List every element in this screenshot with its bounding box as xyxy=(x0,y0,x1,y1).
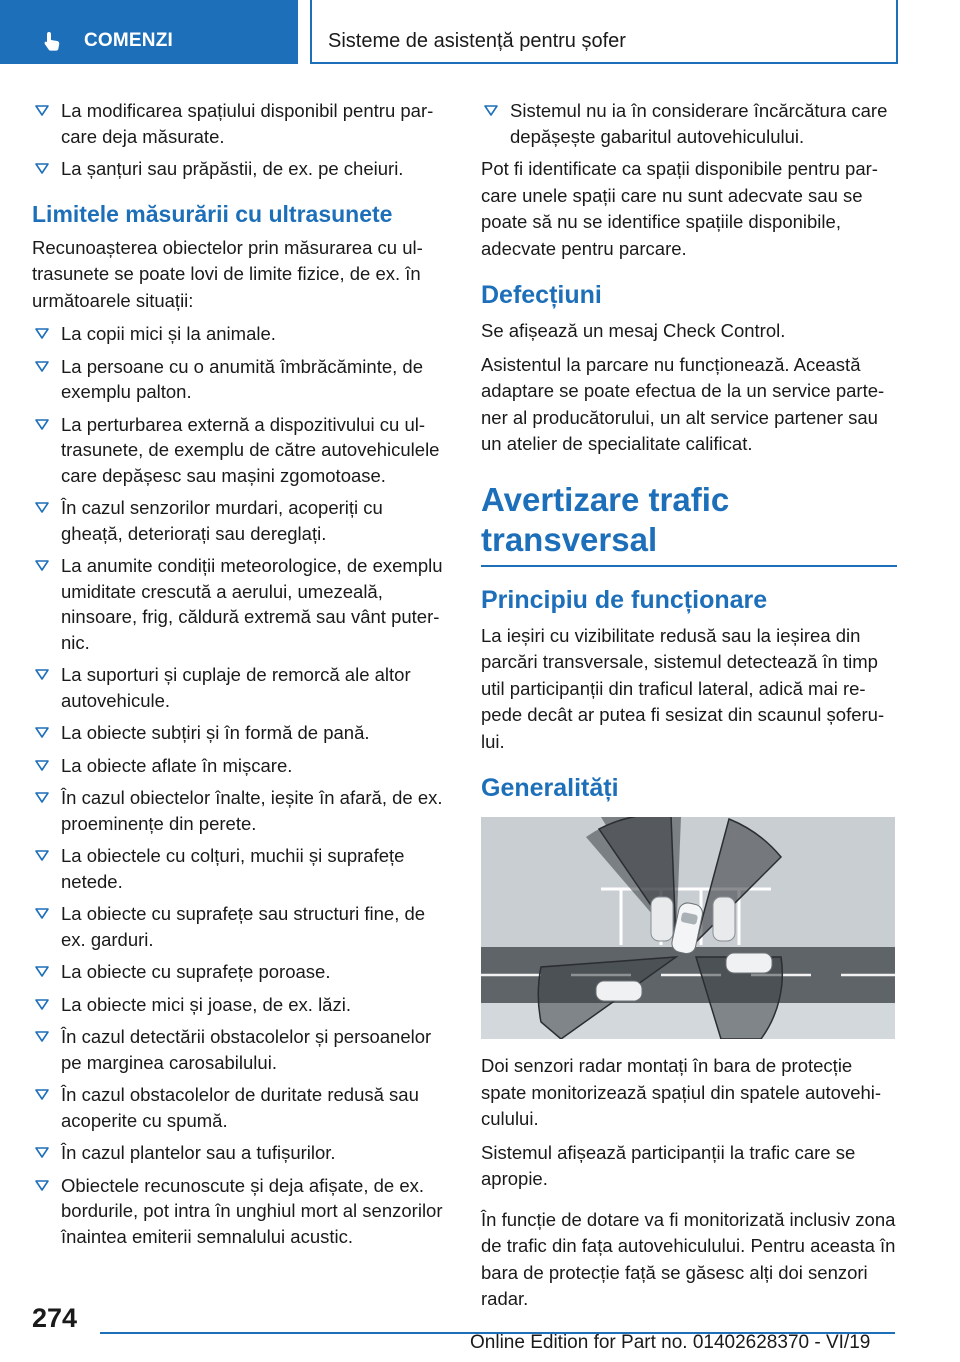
list-item-text: La obiecte cu suprafețe sau structuri fine, de ex. garduri. xyxy=(61,903,426,950)
triangle-bullet-icon xyxy=(481,98,503,123)
triangle-bullet-icon xyxy=(32,959,54,984)
list-item xyxy=(32,720,448,746)
list-item-text: În cazul obstacolelor de duritate redusă sau acoperite cu spumă. xyxy=(61,1084,419,1131)
left-column xyxy=(32,98,448,1256)
list-item-text: În cazul plantelor sau a tufișurilor. xyxy=(61,1142,336,1163)
list-item-text: La suporturi și cuplaje de remorcă ale altor autovehicule. xyxy=(61,664,411,711)
edition-label: Online Edition for Part no. 01402628370 - VI/19 xyxy=(470,1332,871,1353)
triangle-bullet-icon xyxy=(32,553,54,578)
bullet-list-top xyxy=(32,98,448,182)
triangle-bullet-icon xyxy=(32,1082,54,1107)
triangle-bullet-icon xyxy=(32,495,54,520)
triangle-bullet-icon xyxy=(32,901,54,926)
cross-traffic-illustration xyxy=(481,817,895,1039)
bullet-list-limits xyxy=(32,321,448,1249)
list-item xyxy=(32,156,448,182)
heading-general: Generalități xyxy=(481,774,619,802)
principle-text: La ieșiri cu vizibilitate redusă sau la ieșirea din parcări transversale, sistemul detectează în timp util participanții din traficul lateral, adică mai repede decât ar putea fi sesizat din scaunul șoferului. xyxy=(481,624,885,752)
list-item-text: Obiectele recunoscute și deja afișate, de ex. bordurile, pot intra în unghiul mort al senzorilor înaintea emiterii semnalului acustic. xyxy=(61,1174,443,1247)
list-item-text: În cazul obiectelor înalte, ieșite în afară, de ex. proeminențe din perete. xyxy=(61,787,443,834)
heading-ultrasound-limits: Limitele măsurării cu ultrasunete xyxy=(32,200,393,227)
general-text-2: Sistemul afișează participanții la trafic care se apropie. xyxy=(481,1141,856,1189)
list-item xyxy=(32,785,448,836)
list-item xyxy=(32,1082,448,1133)
triangle-bullet-icon xyxy=(32,785,54,810)
heading-faults: Defecțiuni xyxy=(481,281,602,309)
triangle-bullet-icon xyxy=(32,1173,54,1198)
triangle-bullet-icon xyxy=(32,1140,54,1165)
list-item-text: La persoane cu o anumită îmbrăcăminte, de exemplu palton. xyxy=(61,355,423,402)
triangle-bullet-icon xyxy=(32,321,54,346)
list-item xyxy=(32,992,448,1018)
list-item xyxy=(32,495,448,546)
list-item-text: La copii mici și la animale. xyxy=(61,323,276,344)
list-item xyxy=(481,98,897,149)
list-item-text: La obiectele cu colțuri, muchii și suprafețe netede. xyxy=(61,845,405,892)
list-item xyxy=(32,1173,448,1250)
faults-text-1: Se afișează un mesaj Check Control. xyxy=(481,320,786,341)
list-item-text: La obiecte mici și joase, de ex. lăzi. xyxy=(61,993,351,1015)
faults-text-2: Asistentul la parcare nu funcționează. Această adaptare se poate efectua de la un service partener al producătorului, un alt service partener sau un atelier de specialitate calificat. xyxy=(481,353,885,454)
parking-spaces-text: Pot fi identificate ca spații disponibile pentru parcare unele spații care nu sunt adecvate sau se poate să nu se identifice spațiile disponibile, adecvate pentru parcare. xyxy=(481,158,878,259)
list-item-text: În cazul senzorilor murdari, acoperiți cu gheață, deteriorați sau dereglați. xyxy=(61,497,383,544)
triangle-bullet-icon xyxy=(32,98,54,123)
list-item-text: La perturbarea externă a dispozitivului cu ultrasunete, de exemplu de către autovehiculele care depășesc sau mașini zgomotoase. xyxy=(61,413,440,486)
list-item xyxy=(32,354,448,405)
list-item xyxy=(32,321,448,347)
list-item-text: La obiecte aflate în mișcare. xyxy=(61,754,293,776)
list-item xyxy=(32,753,448,779)
triangle-bullet-icon xyxy=(32,753,54,778)
list-item xyxy=(32,843,448,894)
section-title: Sisteme de asistență pentru șofer xyxy=(328,30,626,52)
triangle-bullet-icon xyxy=(32,156,54,181)
list-item-text: În cazul detectării obstacolelor și persoanelor pe marginea carosabilului. xyxy=(61,1026,432,1073)
triangle-bullet-icon xyxy=(32,992,54,1017)
triangle-bullet-icon xyxy=(32,843,54,868)
list-item xyxy=(32,553,448,655)
section-tab-label: COMENZI xyxy=(84,30,174,51)
heading-principle: Principiu de funcționare xyxy=(481,585,768,614)
page-header xyxy=(310,0,898,64)
list-item-text: Sistemul nu ia în considerare încărcătura care depășește gabaritul autovehiculului. xyxy=(510,100,888,147)
list-item xyxy=(32,959,448,985)
general-text-1: Doi senzori radar montați în bara de protecție spate monitorizează spațiul din spatele autovehiculului. xyxy=(481,1055,882,1129)
triangle-bullet-icon xyxy=(32,412,54,437)
list-item xyxy=(32,1140,448,1166)
list-item-text: La modificarea spațiului disponibil pentru parcare deja măsurate. xyxy=(61,100,434,147)
triangle-bullet-icon xyxy=(32,720,54,745)
list-item xyxy=(32,662,448,713)
section-tab[interactable] xyxy=(0,0,298,64)
list-item xyxy=(32,98,448,149)
triangle-bullet-icon xyxy=(32,354,54,379)
general-text-3: În funcție de dotare va fi monitorizată inclusiv zona de trafic din fața autovehiculului. Pentru aceasta în bara de protecție față se găsesc alți doi senzori radar. xyxy=(481,1208,896,1309)
list-item-text: La anumite condiții meteorologice, de exemplu umiditate crescută a aerului, umezeală, ninsoare, frig, căldură extremă sau vânt puternic. xyxy=(61,555,443,653)
chapter-title: Avertizare trafic transversal xyxy=(481,480,897,567)
list-item xyxy=(32,1024,448,1075)
right-column xyxy=(481,98,897,1320)
list-item xyxy=(32,901,448,952)
triangle-bullet-icon xyxy=(32,1024,54,1049)
list-item xyxy=(32,412,448,489)
list-item-text: La șanțuri sau prăpăstii, de ex. pe cheiuri. xyxy=(61,158,404,179)
page-number: 274 xyxy=(32,1303,78,1333)
list-item-text: La obiecte cu suprafețe poroase. xyxy=(61,961,331,982)
list-item-text: La obiecte subțiri și în formă de pană. xyxy=(61,722,370,743)
finger-touch-icon xyxy=(40,29,64,53)
ultrasound-intro: Recunoașterea obiectelor prin măsurarea cu ultrasunete se poate lovi de limite fizice, de ex. în următoarele situații: xyxy=(32,236,423,311)
triangle-bullet-icon xyxy=(32,662,54,687)
